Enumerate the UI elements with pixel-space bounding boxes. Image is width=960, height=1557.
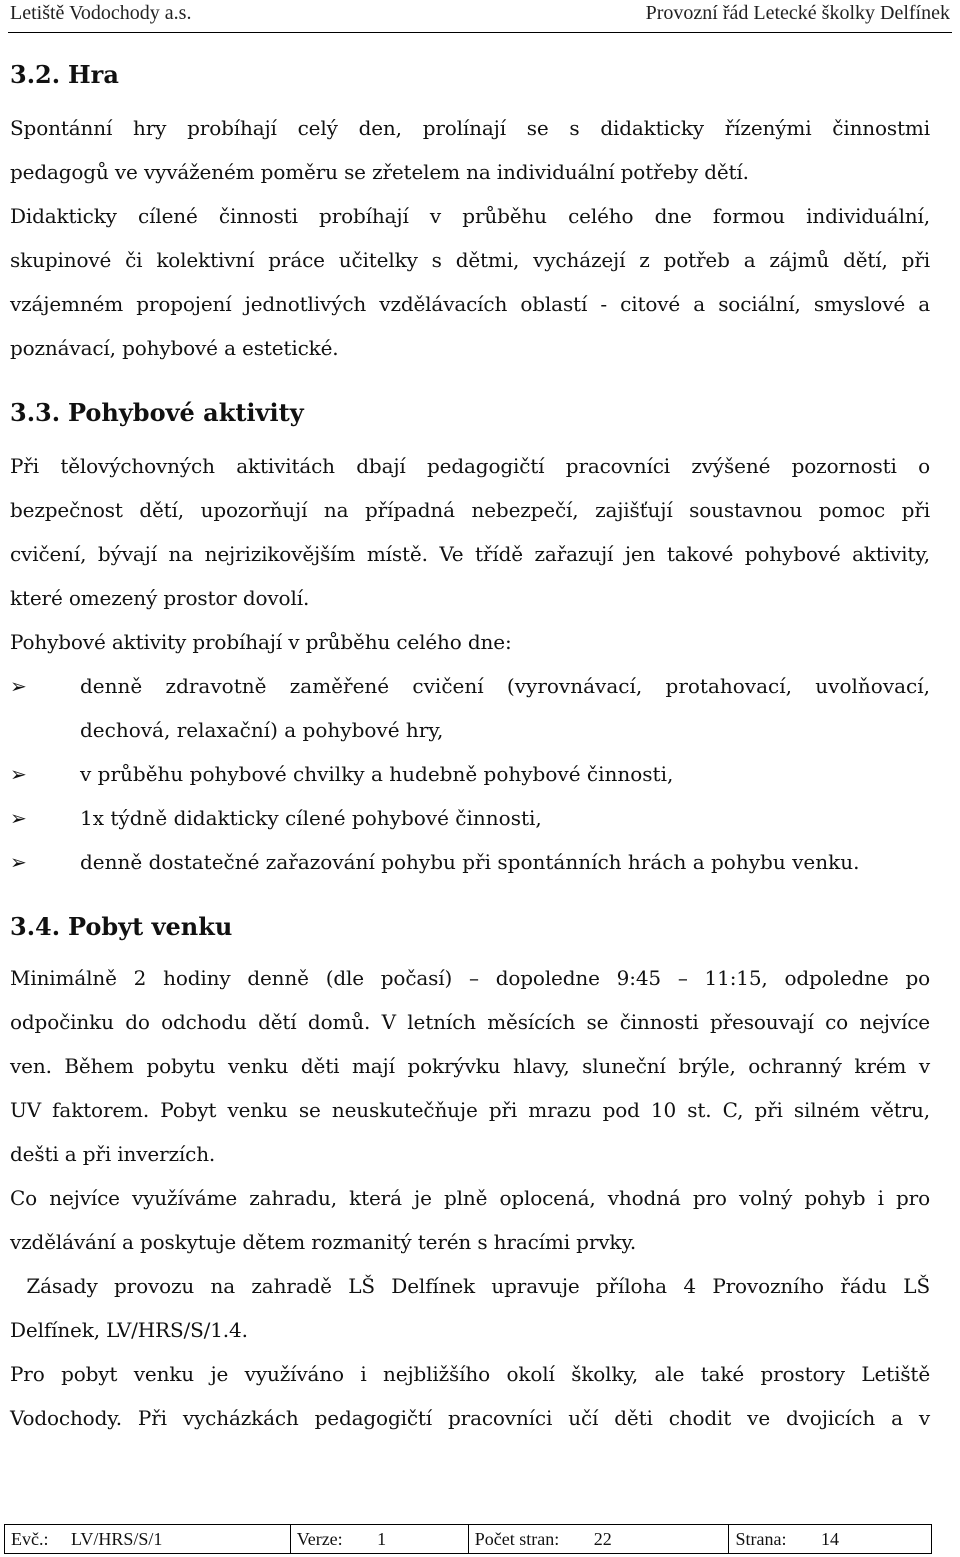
section-title: Pohybové aktivity: [68, 398, 304, 427]
footer-label: Evč.:: [11, 1528, 49, 1549]
section-number: 3.3.: [10, 398, 61, 427]
text-line: Vodochody. Při vycházkách pedagogičtí pracovníci učí děti chodit ve dvojicích a v: [10, 1406, 930, 1430]
text-line: Zásady provozu na zahradě LŠ Delfínek upravuje příloha 4 Provozního řádu LŠ: [10, 1274, 930, 1298]
text-line: dechová, relaxační) a pohybové hry,: [80, 718, 444, 742]
section-number: 3.2.: [10, 60, 61, 89]
section-title: Pobyt venku: [68, 912, 233, 941]
footer-value: 22: [593, 1528, 612, 1549]
text-line: UV faktorem. Pobyt venku se neuskutečňuje při mrazu pod 10 st. C, při silném větru,: [10, 1098, 930, 1122]
header-divider: [8, 32, 952, 33]
text-line: v průběhu pohybové chvilky a hudebně pohybové činnosti,: [80, 762, 674, 786]
text-line: skupinové či kolektivní práce učitelky s dětmi, vycházejí z potřeb a zájmů dětí, při: [10, 248, 930, 272]
text-line: Delfínek, LV/HRS/S/1.4.: [10, 1318, 248, 1342]
footer-table: [4, 1524, 932, 1554]
arrow-bullet-icon: ➢: [10, 674, 27, 698]
text-line: denně dostatečné zařazování pohybu při spontánních hrách a pohybu venku.: [80, 850, 860, 874]
footer-cell-pocet-stran: [468, 1525, 729, 1554]
list-item: [10, 840, 930, 884]
footer-label: Počet stran:: [474, 1528, 560, 1549]
text-line: Pohybové aktivity probíhají v průběhu celého dne:: [10, 630, 512, 654]
paragraph-pohybove-1: [10, 444, 930, 620]
text-line: Didakticky cílené činnosti probíhají v průběhu celého dne formou individuální,: [10, 204, 930, 228]
footer-cell-evc: [5, 1525, 291, 1554]
text-line: poznávací, pohybové a estetické.: [10, 336, 339, 360]
section-number: 3.4.: [10, 912, 61, 941]
text-line: Minimálně 2 hodiny denně (dle počasí) – dopoledne 9:45 – 11:15, odpoledne po: [10, 966, 930, 990]
text-line: cvičení, bývají na nejrizikovějším místě. Ve třídě zařazují jen takové pohybové aktivity,: [10, 542, 930, 566]
text-line: bezpečnost dětí, upozorňují na případná nebezpečí, zajišťují soustavnou pomoc při: [10, 498, 930, 522]
section-title: Hra: [68, 60, 119, 89]
arrow-bullet-icon: ➢: [10, 806, 27, 830]
footer-value: 14: [820, 1528, 839, 1549]
list-item: [10, 796, 930, 840]
text-line: Spontánní hry probíhají celý den, prolínají se s didakticky řízenými činnostmi: [10, 116, 930, 140]
footer-value: 1: [377, 1528, 387, 1549]
text-line: Co nejvíce využíváme zahradu, která je plně oplocená, vhodná pro volný pohyb i pro: [10, 1186, 930, 1210]
text-line: pedagogů ve vyváženém poměru se zřetelem na individuální potřeby dětí.: [10, 160, 749, 184]
paragraph-pohybove-2: [10, 620, 930, 664]
footer-label: Verze:: [296, 1528, 343, 1549]
text-line: vzdělávání a poskytuje dětem rozmanitý terén s hracími prvky.: [10, 1230, 637, 1254]
text-line: Pro pobyt venku je využíváno i nejbližšího okolí školky, ale také prostory Letiště: [10, 1362, 930, 1386]
header-doc-owner: Letiště Vodochody a.s.: [10, 2, 192, 24]
text-line: dešti a při inverzích.: [10, 1142, 216, 1166]
section-heading-pohybove-aktivity: [10, 398, 304, 427]
text-line: Při tělovýchovných aktivitách dbají pedagogičtí pracovníci zvýšené pozornosti o: [10, 454, 930, 478]
footer-cell-verze: [290, 1525, 468, 1554]
section-heading-pobyt-venku: [10, 912, 232, 941]
text-line: odpočinku do odchodu dětí domů. V letních měsících se činnosti přesouvají co nejvíce: [10, 1010, 930, 1034]
arrow-bullet-icon: ➢: [10, 762, 27, 786]
footer-value: LV/HRS/S/1: [71, 1528, 163, 1549]
section-heading-hra: [10, 60, 119, 89]
paragraph-pobyt-3: [10, 1264, 930, 1352]
text-line: denně zdravotně zaměřené cvičení (vyrovnávací, protahovací, uvolňovací,: [80, 674, 930, 698]
paragraph-hra: [10, 106, 930, 370]
text-line: ven. Během pobytu venku děti mají pokrývku hlavy, sluneční brýle, ochranný krém v: [10, 1054, 930, 1078]
arrow-bullet-icon: ➢: [10, 850, 27, 874]
text-line: vzájemném propojení jednotlivých vzdělávacích oblastí - citové a sociální, smyslové a: [10, 292, 930, 316]
list-item: [10, 664, 930, 752]
list-item: [10, 752, 930, 796]
footer-label: Strana:: [735, 1528, 787, 1549]
paragraph-pobyt-1: [10, 956, 930, 1176]
bullet-list: [10, 664, 930, 884]
footer-cell-strana: [729, 1525, 932, 1554]
text-line: 1x týdně didakticky cílené pohybové činnosti,: [80, 806, 542, 830]
paragraph-pobyt-4: [10, 1352, 930, 1440]
text-line: které omezený prostor dovolí.: [10, 586, 310, 610]
paragraph-pobyt-2: [10, 1176, 930, 1264]
header-doc-title: Provozní řád Letecké školky Delfínek: [645, 2, 950, 24]
